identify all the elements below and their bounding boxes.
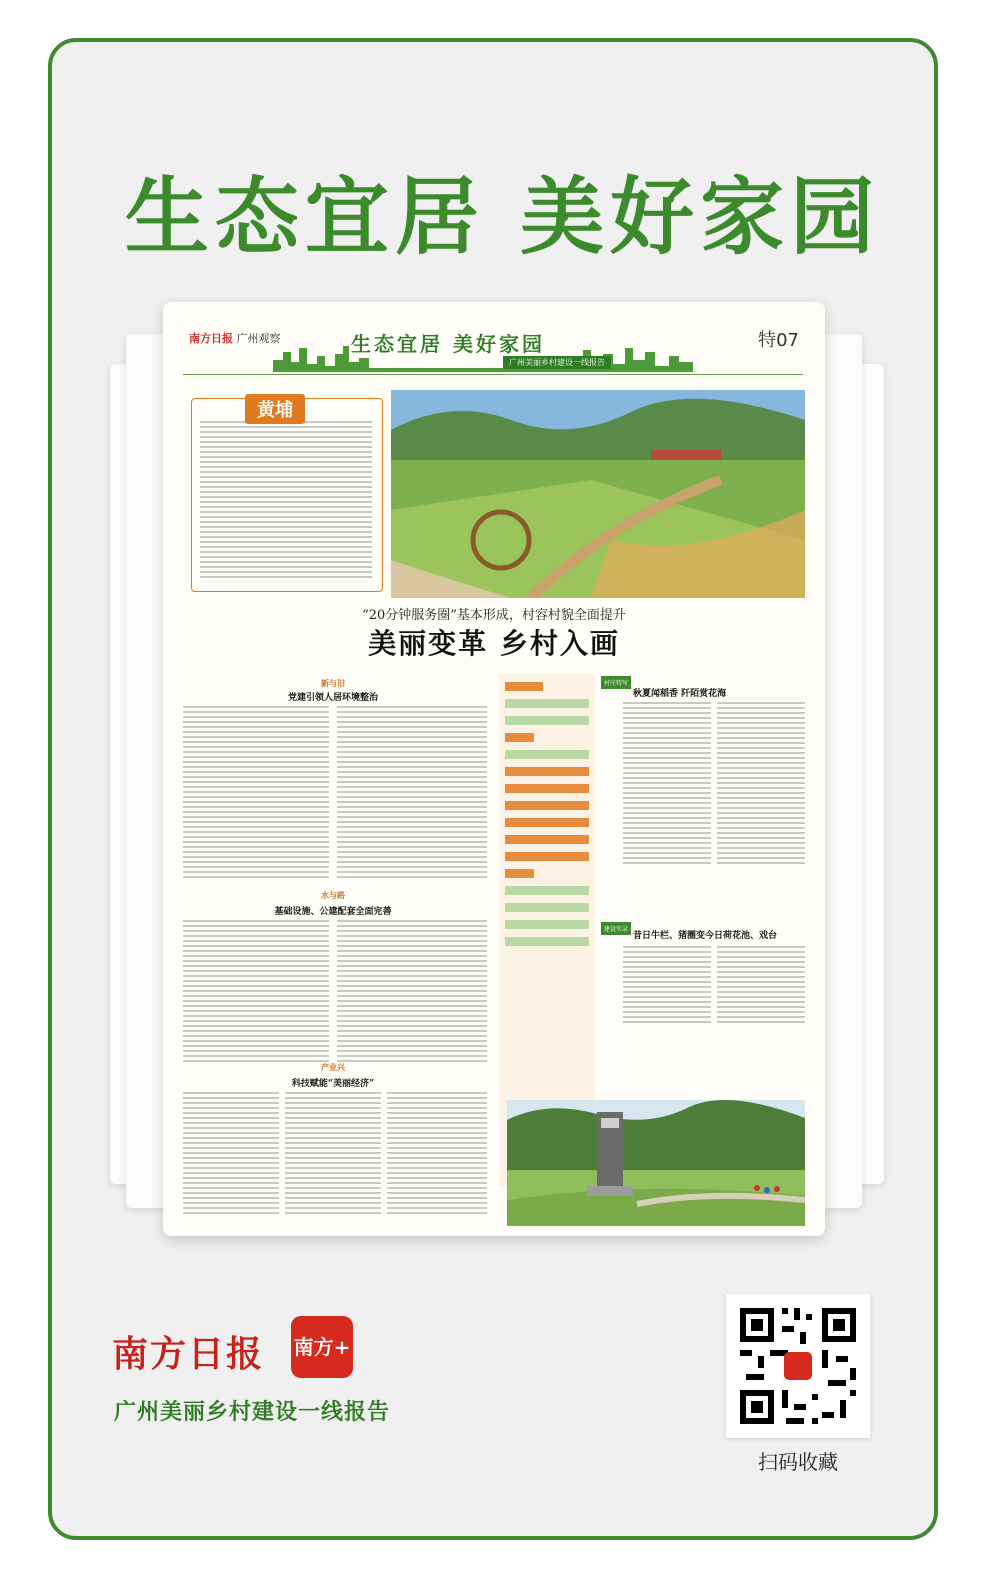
district-tag: 黄埔 <box>245 394 305 424</box>
masthead-paper: 南方日报 广州观察 <box>189 332 281 345</box>
column-heading: 昔日牛栏、猪圈变今日荷花池、戏台 <box>633 931 778 941</box>
footer-brand-logo: 南方日报 <box>112 1333 265 1375</box>
column-text <box>337 920 487 1065</box>
section-heading: 基础设施、公建配套全面完善 <box>274 907 392 917</box>
masthead-rule <box>183 374 803 375</box>
section-heading: 科技赋能“美丽经济” <box>291 1079 375 1089</box>
footer-subtitle: 广州美丽乡村建设一线报告 <box>114 1400 391 1425</box>
poster-headline: 生态宜居 美好家园 <box>124 167 881 266</box>
lead-box <box>191 398 383 592</box>
column-text <box>183 920 329 1065</box>
article-main-title: 美丽变革 乡村入画 <box>368 627 620 660</box>
column-text <box>387 1092 487 1217</box>
column-heading: 秋夏闻稻香 阡陌赏花海 <box>633 689 727 699</box>
qr-label: 扫码收藏 <box>758 1450 838 1474</box>
article-kicker: “20分钟服务圈”基本形成，村容村貌全面提升 <box>362 608 626 623</box>
section-heading: 党建引领人居环境整治 <box>287 693 378 703</box>
column-tag: 建设实录 <box>601 922 631 935</box>
masthead <box>183 322 803 372</box>
column-text <box>623 946 711 1026</box>
column-tag: 村庄特写 <box>601 676 631 689</box>
column-text <box>717 702 805 867</box>
section-label: 新与旧 <box>321 679 345 688</box>
page-number: 特07 <box>758 330 799 351</box>
masthead-title: 生态宜居 美好家园 <box>351 332 545 356</box>
qr-code-icon[interactable] <box>726 1294 870 1438</box>
column-text <box>183 706 329 881</box>
section-label: 产业兴 <box>321 1063 345 1072</box>
village-landscape-photo <box>391 390 805 598</box>
newspaper-page[interactable] <box>163 302 825 1236</box>
column-text <box>285 1092 381 1217</box>
village-park-photo <box>507 1100 805 1226</box>
column-text <box>183 1092 279 1217</box>
lead-text <box>200 421 372 581</box>
footer-app-badge: 南方+ <box>291 1316 353 1378</box>
column-text <box>717 946 805 1026</box>
column-text <box>337 706 487 881</box>
masthead-subtitle: 广州美丽乡村建设一线报告 <box>503 356 611 369</box>
section-label: 水与路 <box>321 891 345 900</box>
column-text <box>623 702 711 867</box>
